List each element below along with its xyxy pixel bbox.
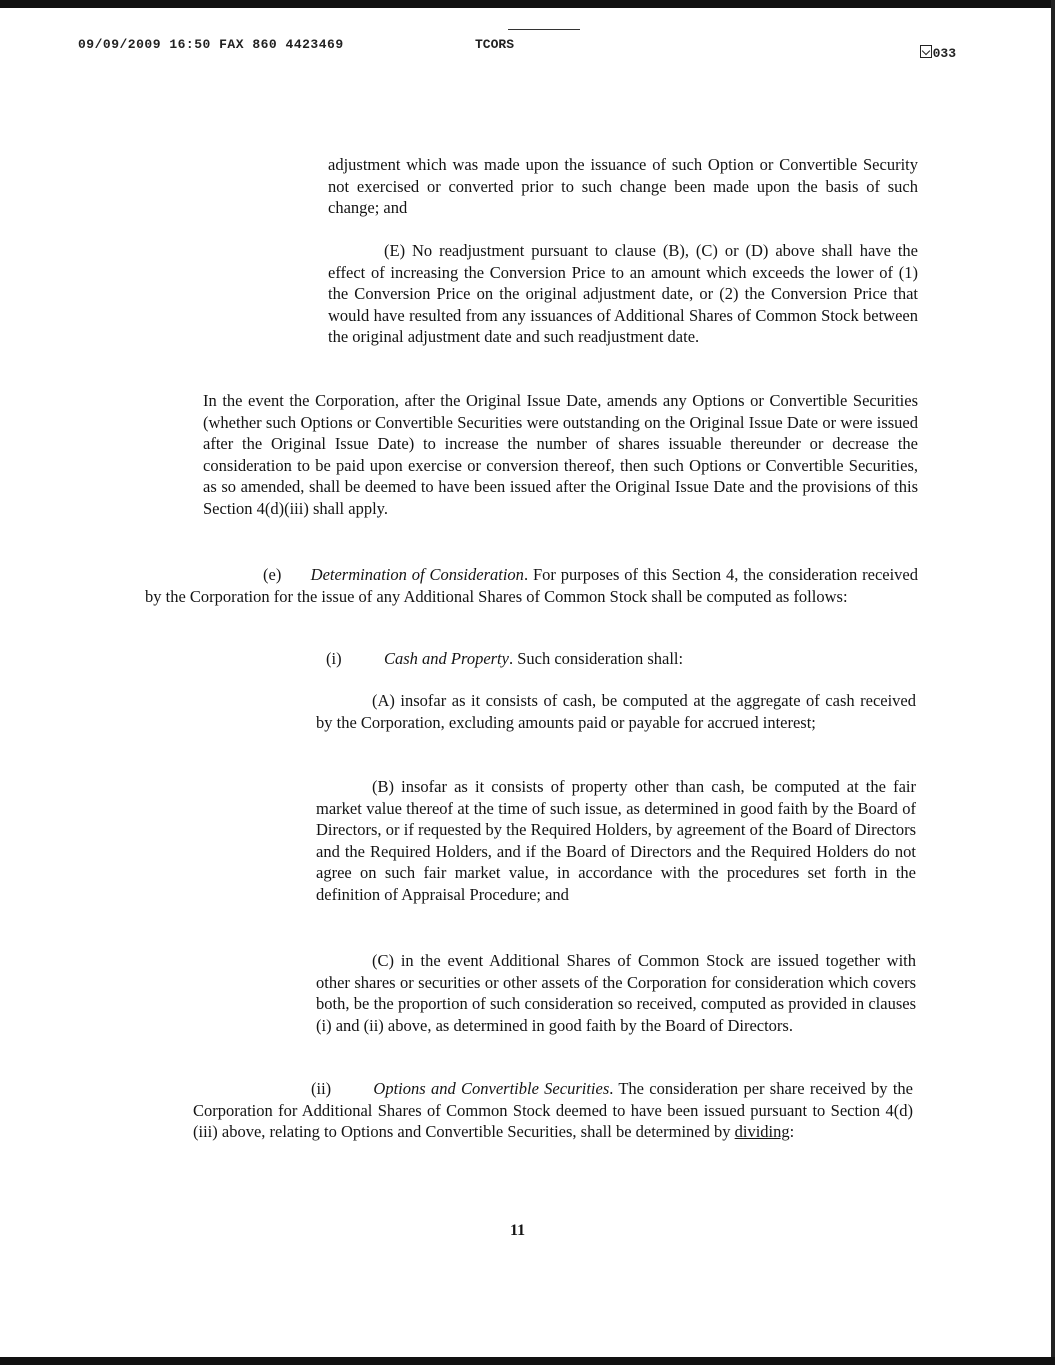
scan-edge-bottom [0,1357,1055,1365]
options-end: : [789,1122,795,1141]
paragraph-clause-e: (E) No readjustment pursuant to clause (B), (C) or (D) above shall have the effect of increasing the Conversion Price to an amount which exceeds the lower of (1) the Conversion Price on the original adjustment date, or (2) the Conversion Price that would have resulted from any issuances of Additional Shares of Common Stock between the original adjustment date and such readjustment date. [328,241,918,346]
section-title-determination: Determination of Consideration [310,565,524,584]
page-number: 11 [510,1222,526,1239]
subsection-title-cash: Cash and Property [384,649,509,668]
subsection-number-ii: (ii) [311,1079,332,1098]
dividing-underlined: dividing [734,1122,790,1141]
fax-sender: TCORS [475,37,515,52]
paragraph-clause-c: (C) in the event Additional Shares of Common Stock are issued together with other shares or securities or other assets of the Corporation for consideration which covers both, be the proportion of such consideration so received, computed as provided in clauses (i) and (ii) above, as determined in good faith by the Board of Directors. [316,951,916,1035]
paragraph-continuation: adjustment which was made upon the issuance of such Option or Convertible Security not exercised or converted prior to such change been made upon the basis of such change; and [328,155,918,217]
scan-edge-top [0,0,1055,8]
fax-page-number: 033 [932,46,956,61]
options-text: . The consideration per share received by the Corporation for Additional Shares of Common Stock deemed to have been issued pursuant to Section 4(d)(iii) above, relating to Options and Convertible Securities, shall be determined by [193,1079,913,1141]
subsection-text-cash: . Such consideration shall: [508,649,684,668]
fax-header [78,37,968,61]
paragraph-clause-a: (A) insofar as it consists of cash, be computed at the aggregate of cash received by the Corporation, excluding amounts paid or payable for accrued interest; [316,691,916,732]
subsection-cash-property [326,648,683,670]
paragraph-amendment: In the event the Corporation, after the Original Issue Date, amends any Options or Convertible Securities (whether such Options or Convertible Securities were outstanding on the Original Issue Date or were issued after the Original Issue Date) to increase the number of shares issuable thereunder or decrease the consideration to be paid upon exercise or conversion thereof, then such Options or Convertible Securities, as so amended, shall be deemed to have been issued after the Original Issue Date and the provisions of this Section 4(d)(iii) shall apply. [203,391,918,518]
fax-date-time: 09/09/2009 16:50 FAX 860 4423469 [78,37,344,52]
scan-edge-right [1051,0,1055,1365]
paragraph-options [193,1078,913,1143]
subsection-number-i: (i) [326,649,342,668]
header-rule [508,29,580,30]
paragraph-clause-b: (B) insofar as it consists of property other than cash, be computed at the fair market value thereof at the time of such issue, as determined in good faith by the Board of Directors, or if requested by the Required Holders, by agreement of the Board of Directors and the Required Holders, and if the Board of Directors and the Required Holders do not agree on such fair market value, in accordance with the procedures set forth in the definition of Appraisal Procedure; and [316,777,916,904]
subsection-title-options: Options and Convertible Securities [373,1079,610,1098]
fax-page-indicator [920,45,956,61]
paragraph-determination [145,564,918,607]
section-label-e: (e) [263,565,282,584]
fax-page-icon [920,45,932,58]
determination-text: . For purposes of this Section 4, the consideration received by the Corporation for the issue of any Additional Shares of Common Stock shall be computed as follows: [145,565,919,606]
